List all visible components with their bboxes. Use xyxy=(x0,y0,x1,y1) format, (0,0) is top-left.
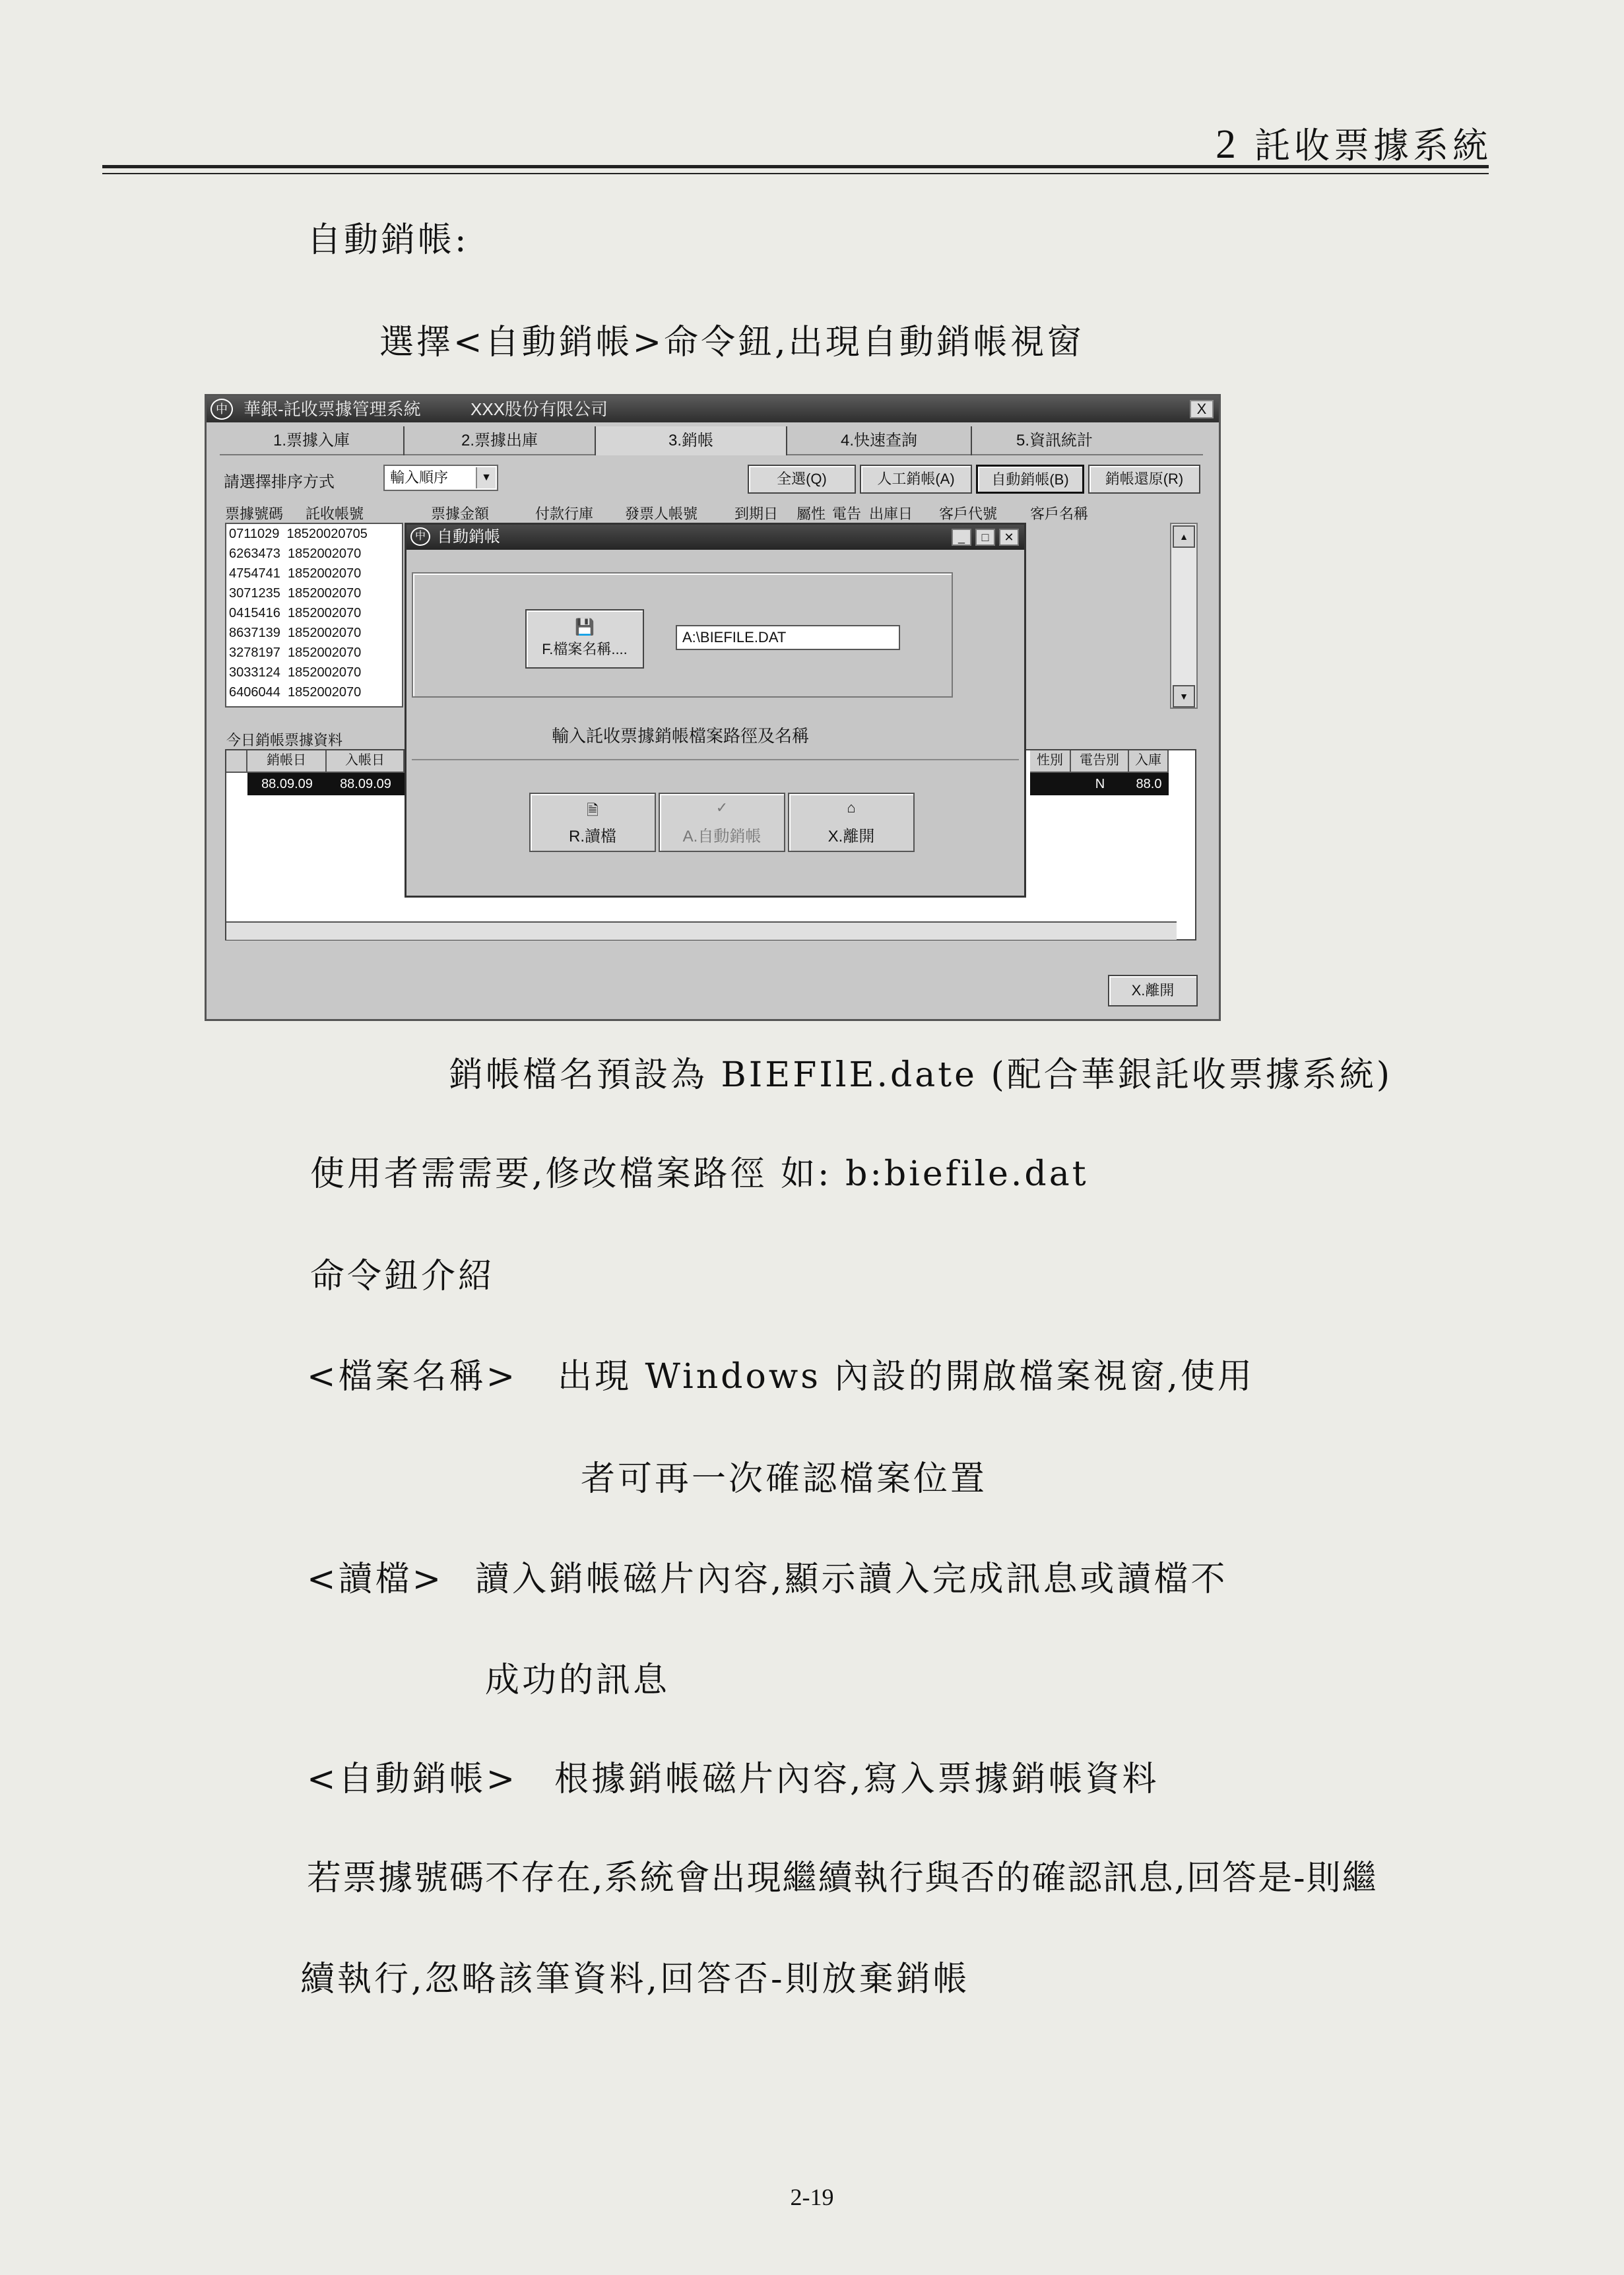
checkmark-icon: ✓ xyxy=(715,799,729,816)
grid-corner xyxy=(226,750,247,773)
item3-desc: 根據銷帳磁片內容,寫入票據銷帳資料 xyxy=(554,1760,1159,1799)
scroll-up-icon[interactable]: ▲ xyxy=(1173,525,1195,548)
table-row[interactable]: 6263473 1852002070 xyxy=(229,546,362,561)
file-name-button[interactable] xyxy=(525,609,644,669)
cell-gender[interactable] xyxy=(1030,773,1071,795)
table-row[interactable]: 8637139 1852002070 xyxy=(229,626,362,640)
item1-cont: 者可再一次確認檔案位置 xyxy=(581,1459,988,1499)
col-header-notice-type: 電告別 xyxy=(1071,750,1129,773)
file-path-input[interactable]: A:\BIEFILE.DAT xyxy=(676,625,900,650)
app-screenshot xyxy=(205,394,1221,1021)
sort-label: 請選擇排序方式 xyxy=(224,473,335,491)
chevron-down-icon[interactable]: ▼ xyxy=(476,467,496,488)
read-file-label: R.讀檔 xyxy=(569,828,616,845)
header-rule-thin xyxy=(102,173,1489,174)
auto-writeoff-dialog xyxy=(405,523,1026,898)
tab-bar xyxy=(220,426,1203,455)
col-header-posting-date: 入帳日 xyxy=(327,750,405,773)
col-header-client-name: 客戶名稱 xyxy=(1030,506,1089,522)
col-header-account: 託收帳號 xyxy=(306,506,364,522)
window-title: 華銀-託收票據管理系統 xyxy=(244,399,421,419)
col-header-bank: 付款行庫 xyxy=(535,506,594,522)
filename-caption: 銷帳檔名預設為 BIEFIlE.date (配合華銀託收票據系統) xyxy=(449,1055,1393,1095)
today-writeoff-label: 今日銷帳票據資料 xyxy=(226,732,343,748)
cell-writeoff-date[interactable]: 88.09.09 xyxy=(247,773,327,795)
item2-term: <讀檔> xyxy=(307,1560,444,1599)
tab-stock-out[interactable]: 2.票據出庫 xyxy=(405,426,596,455)
col-header-drawer: 發票人帳號 xyxy=(625,506,698,522)
dialog-title: 自動銷帳 xyxy=(437,528,500,546)
table-row[interactable]: 3033124 1852002070 xyxy=(229,665,362,680)
col-header-notice: 電告 xyxy=(832,506,862,522)
col-header-bill-no: 票據號碼 xyxy=(225,506,284,522)
bill-list[interactable] xyxy=(225,523,403,708)
table-row[interactable]: 6406044 1852002070 xyxy=(229,685,362,700)
read-file-button[interactable] xyxy=(529,793,656,852)
table-row[interactable]: 0711029 18520020705 xyxy=(229,527,368,541)
col-header-due-date: 到期日 xyxy=(734,506,779,522)
dialog-titlebar xyxy=(406,525,1024,550)
item2-cont: 成功的訊息 xyxy=(485,1661,670,1700)
sort-select[interactable] xyxy=(383,465,498,491)
bank-logo-icon: 中 xyxy=(410,527,430,546)
chapter-number: 2 xyxy=(1216,122,1240,167)
chapter-header xyxy=(1216,117,1492,168)
col-header-out-date: 出庫日 xyxy=(869,506,913,522)
item1-desc: 出現 Windows 內設的開啟檔案視窗,使用 xyxy=(558,1357,1255,1397)
item3-term: <自動銷帳> xyxy=(307,1760,518,1799)
dialog-divider xyxy=(412,759,1019,760)
grid-horizontal-scrollbar[interactable] xyxy=(226,921,1177,940)
section-heading: 自動銷帳: xyxy=(307,220,469,260)
company-name: XXX股份有限公司 xyxy=(471,399,608,419)
writeoff-restore-button[interactable]: 銷帳還原(R) xyxy=(1088,465,1200,494)
path-note: 使用者需需要,修改檔案路徑 如: b:biefile.dat xyxy=(310,1154,1089,1194)
auto-writeoff-label: A.自動銷帳 xyxy=(682,828,762,845)
cell-notice-type[interactable]: N xyxy=(1071,773,1129,795)
floppy-disk-icon: 💾 xyxy=(575,618,595,636)
dialog-exit-label: X.離開 xyxy=(828,828,875,845)
close-icon[interactable]: ✕ xyxy=(999,529,1019,546)
table-row[interactable]: 4754741 1852002070 xyxy=(229,566,362,581)
bank-logo-icon: 中 xyxy=(211,399,233,420)
chapter-title: 託收票據系統 xyxy=(1254,125,1492,166)
window-close-button[interactable]: X xyxy=(1190,400,1214,418)
sort-value: 輸入順序 xyxy=(390,469,449,486)
table-row[interactable]: 3278197 1852002070 xyxy=(229,645,362,660)
tab-statistics[interactable]: 5.資訊統計 xyxy=(1016,432,1093,449)
minimize-icon[interactable]: _ xyxy=(952,529,971,546)
page-number: 2-19 xyxy=(790,2184,834,2210)
cell-stock-in[interactable]: 88.0 xyxy=(1129,773,1169,795)
maximize-icon[interactable]: □ xyxy=(975,529,995,546)
file-name-button-label: F.檔案名稱.... xyxy=(542,641,628,657)
tab-stock-in[interactable]: 1.票據入庫 xyxy=(220,426,405,455)
tab-write-off[interactable]: 3.銷帳 xyxy=(596,426,787,455)
document-search-icon: 🗎 xyxy=(587,802,599,818)
window-titlebar xyxy=(207,396,1219,422)
explanation-line-1: 若票據號碼不存在,系統會出現繼續執行與否的確認訊息,回答是-則繼 xyxy=(307,1859,1378,1898)
path-hint: 輸入託收票據銷帳檔案路徑及名稱 xyxy=(551,726,809,746)
col-header-gender: 性別 xyxy=(1030,750,1071,773)
cell-posting-date[interactable]: 88.09.09 xyxy=(327,773,405,795)
auto-writeoff-dialog-button[interactable] xyxy=(659,793,785,852)
col-header-writeoff-date: 銷帳日 xyxy=(247,750,327,773)
item2-desc: 讀入銷帳磁片內容,顯示讀入完成訊息或讀檔不 xyxy=(475,1560,1228,1599)
table-row[interactable]: 0415416 1852002070 xyxy=(229,606,362,620)
dialog-exit-button[interactable] xyxy=(788,793,915,852)
item1-term: <檔案名稱> xyxy=(307,1357,518,1397)
tab-quick-query[interactable]: 4.快速查詢 xyxy=(787,426,972,455)
list-scrollbar[interactable] xyxy=(1170,523,1198,709)
col-header-attr: 屬性 xyxy=(796,506,826,522)
command-intro: 命令鈕介紹 xyxy=(310,1257,496,1296)
manual-writeoff-button[interactable]: 人工銷帳(A) xyxy=(860,465,972,494)
select-all-button[interactable]: 全選(Q) xyxy=(748,465,856,494)
scroll-down-icon[interactable]: ▼ xyxy=(1173,685,1195,708)
header-rule xyxy=(102,165,1489,168)
door-icon: ⌂ xyxy=(847,799,856,816)
col-header-amount: 票據金額 xyxy=(431,506,490,522)
exit-button[interactable]: X.離開 xyxy=(1108,975,1198,1006)
col-header-stock-in: 入庫 xyxy=(1129,750,1169,773)
col-header-client-code: 客戶代號 xyxy=(939,506,998,522)
auto-writeoff-button[interactable]: 自動銷帳(B) xyxy=(976,465,1084,494)
explanation-line-2: 續執行,忽略該筆資料,回答否-則放棄銷帳 xyxy=(300,1960,970,1999)
table-row[interactable]: 3071235 1852002070 xyxy=(229,586,362,601)
intro-text: 選擇<自動銷帳>命令鈕,出現自動銷帳視窗 xyxy=(379,323,1084,362)
